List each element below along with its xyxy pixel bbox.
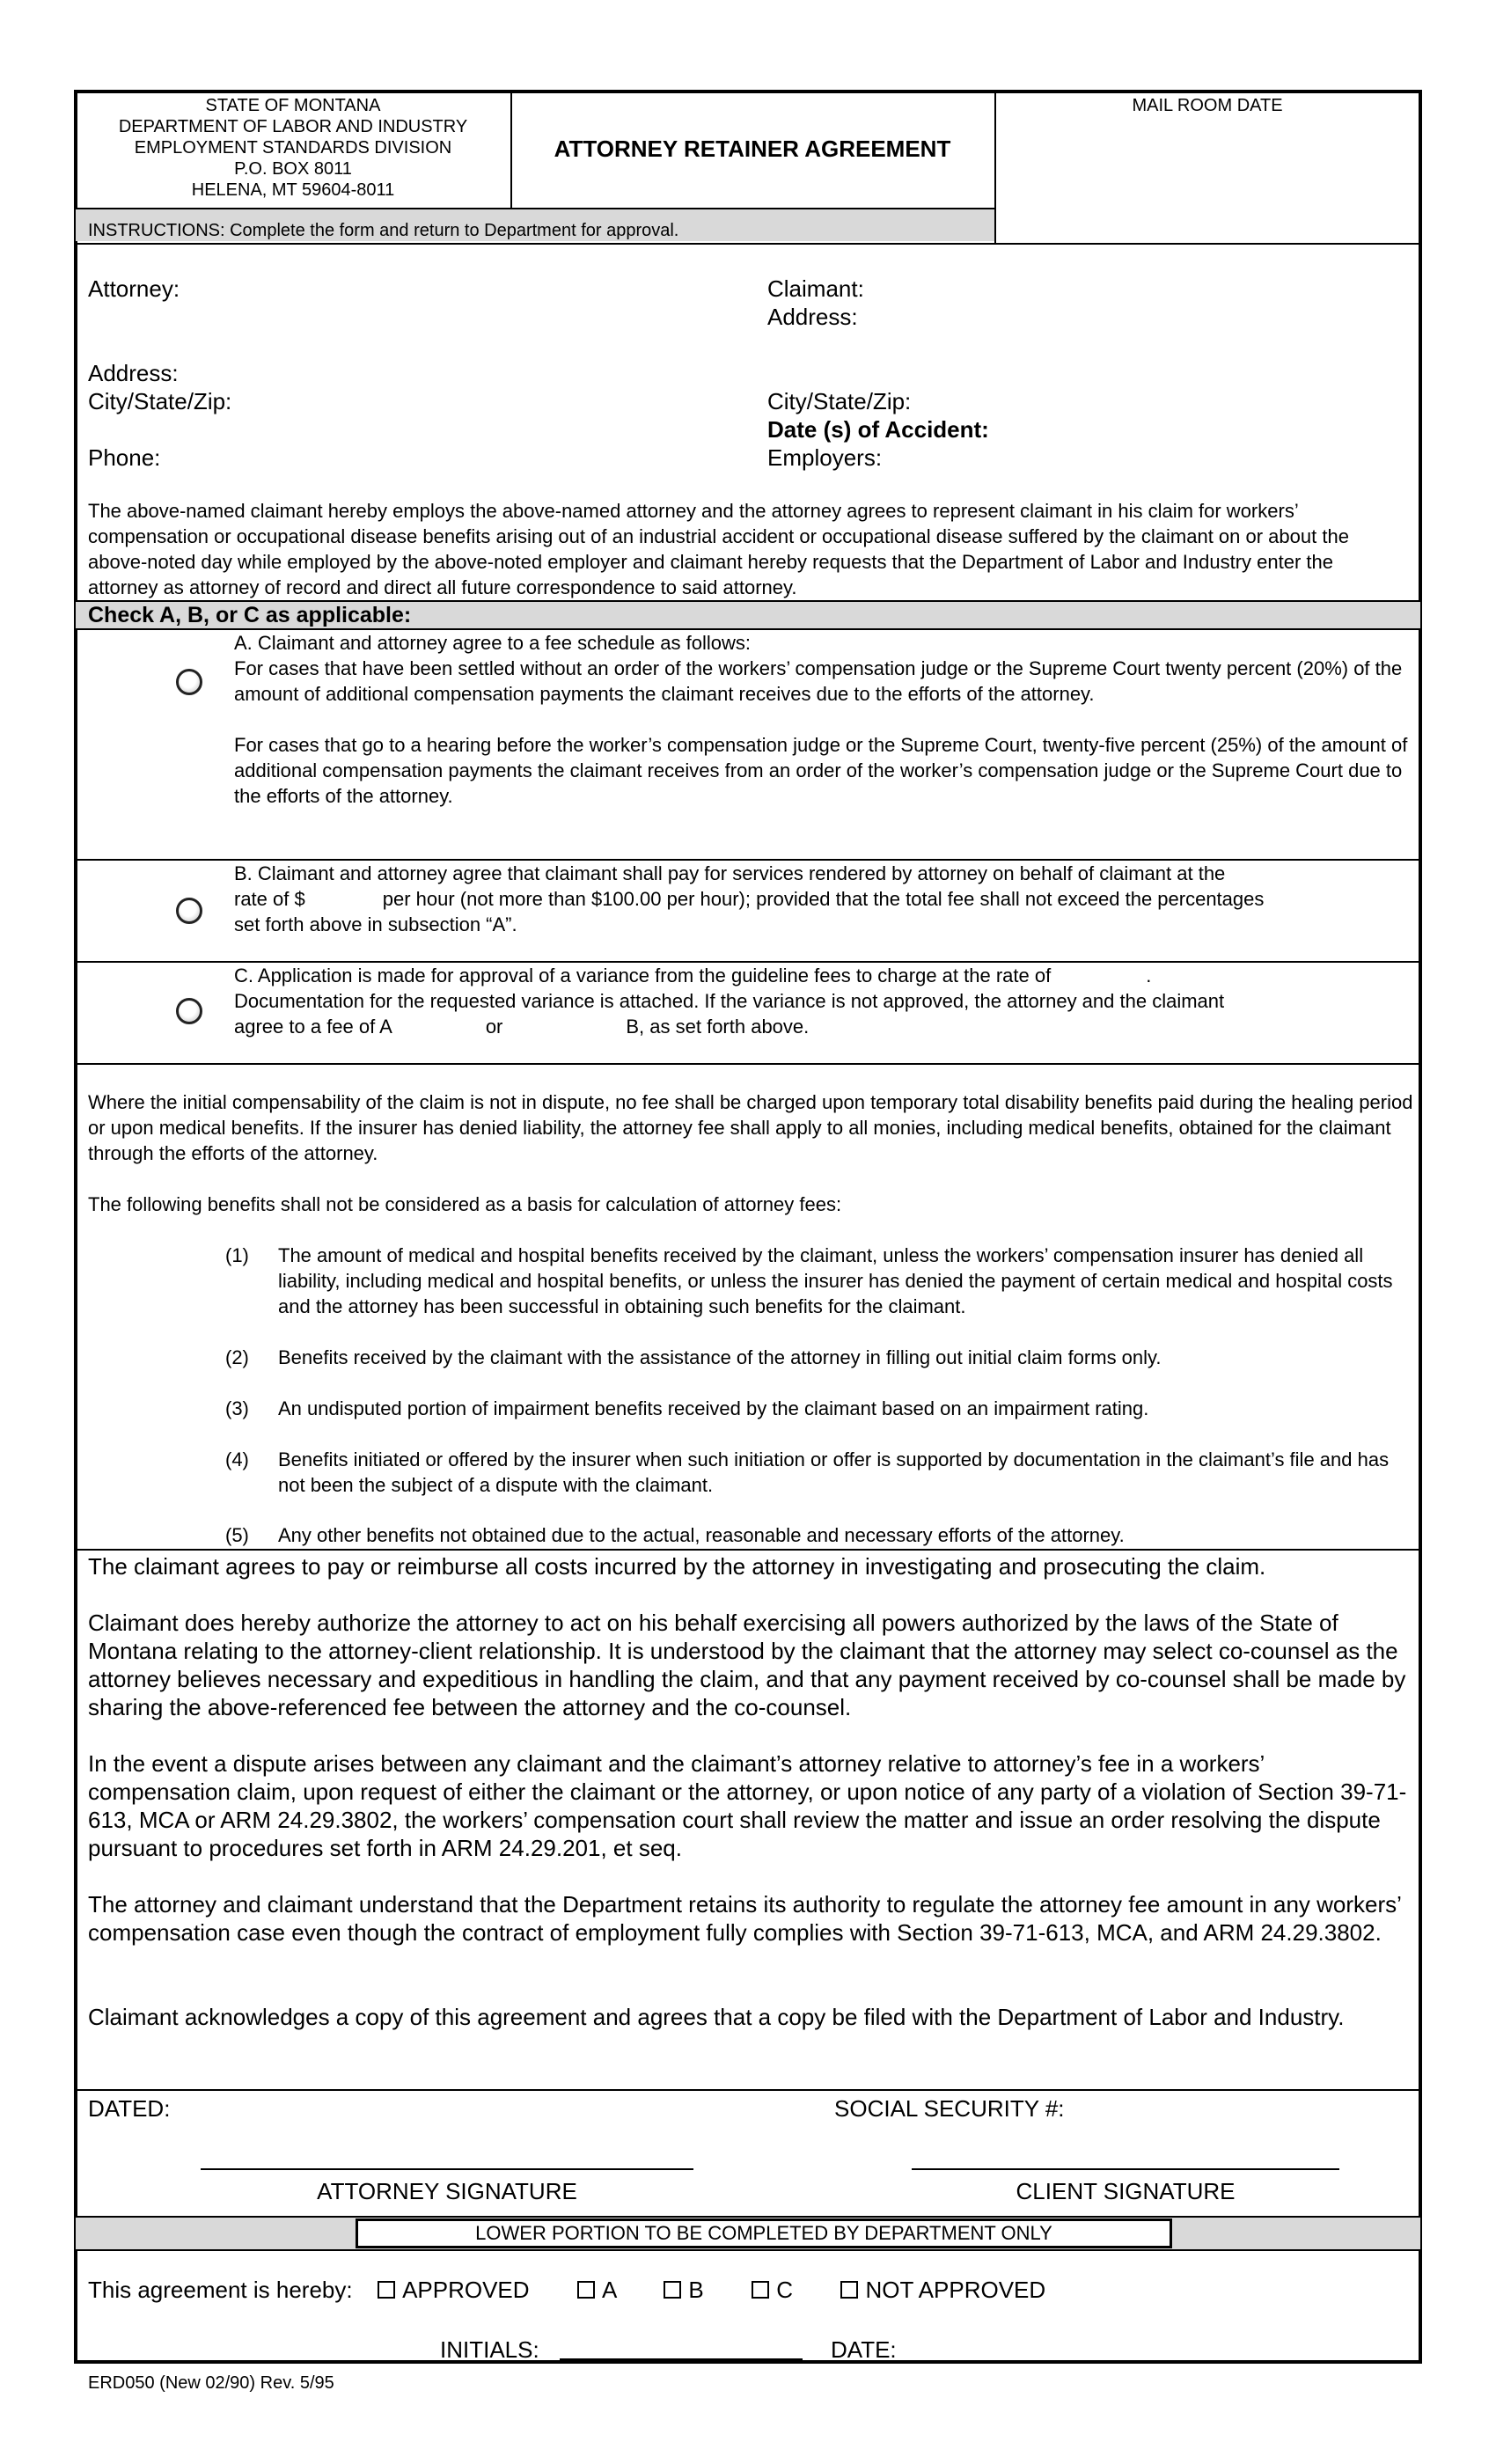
option-c-radio[interactable]	[176, 998, 202, 1024]
agency-line: DEPARTMENT OF LABOR AND INDUSTRY	[118, 117, 468, 136]
attorney-city-label: City/State/Zip:	[88, 388, 232, 414]
option-c-line3	[234, 1014, 1413, 1039]
terms-top-rule	[76, 1549, 1420, 1551]
claimant-city-label: City/State/Zip:	[767, 388, 912, 414]
option-a-text	[234, 630, 1413, 809]
list-item: An undisputed portion of impairment benefits received by the claimant based on an impairment rating.	[278, 1397, 1149, 1419]
accident-date-label: Date (s) of Accident:	[767, 416, 989, 443]
list-item: The amount of medical and hospital benefits received by the claimant, unless the workers’ compensation insurer has denied all liability, including medical and hospital benefits, or unless the insurer has denied the payment of certain medical and hospital costs and the attorney has been successful in obtaining such benefits for the claimant.	[278, 1244, 1393, 1317]
option-b-rate-line	[234, 886, 1413, 912]
department-banner: LOWER PORTION TO BE COMPLETED BY DEPARTMENT ONLY	[356, 2218, 1172, 2248]
client-signature-line[interactable]	[912, 2168, 1339, 2170]
agency-line: P.O. BOX 8011	[234, 159, 352, 179]
claimant-label: Claimant:	[767, 275, 864, 302]
option-c-fee-b: B, as set forth above.	[626, 1016, 810, 1038]
form-title: ATTORNEY RETAINER AGREEMENT	[554, 136, 951, 162]
option-a-hearing: For cases that go to a hearing before the worker’s compensation judge or the Supreme Court, twenty-five percent (25%) of the amount of additional compensation payments the claimant receives from an order of the worker’s compensation judge or the Supreme Court due to the efforts of the attorney.	[234, 734, 1408, 807]
attorney-phone-label: Phone:	[88, 444, 161, 471]
a-checkbox[interactable]	[577, 2281, 595, 2299]
list-item-number: (3)	[225, 1397, 249, 1419]
attorney-signature-line[interactable]	[201, 2168, 693, 2170]
form-number: ERD050 (New 02/90) Rev. 5/95	[88, 2373, 334, 2393]
employers-label: Employers:	[767, 444, 883, 471]
acknowledgment-term: Claimant acknowledges a copy of this agreement and agrees that a copy be filed with the Department of Labor and Industry.	[88, 2004, 1345, 2030]
attorney-address-label: Address:	[88, 360, 179, 386]
b-label: B	[688, 2277, 704, 2303]
list-item-number: (2)	[225, 1346, 249, 1368]
dispute-term: In the event a dispute arises between any claimant and the claimant’s attorney relative to attorney’s fee in a workers’ compensation claim, upon request of either the claimant or the attorney, or upon notice of any party of a violation of Section 39-71-613, MCA or ARM 24.29.3802, the workers’ compensation court shall review the matter and issue an order resolving the dispute pursuant to procedures set forth in ARM 24.29.201, et seq.	[88, 1750, 1407, 1861]
list-item: Any other benefits not obtained due to the actual, reasonable and necessary efforts of the attorney.	[278, 1524, 1125, 1546]
approved-label: APPROVED	[402, 2277, 530, 2303]
signature-top-rule	[76, 2089, 1420, 2091]
mail-room-date-label: MAIL ROOM DATE	[1132, 96, 1283, 115]
c-checkbox[interactable]	[752, 2281, 769, 2299]
costs-term: The claimant agrees to pay or reimburse all costs incurred by the attorney in investigating and prosecuting the claim.	[88, 1553, 1266, 1580]
option-b-rate-prefix: rate of $	[234, 888, 305, 910]
option-c-line2: Documentation for the requested variance is attached. If the variance is not approved, the attorney and the claimant	[234, 990, 1225, 1012]
initials-label: INITIALS:	[440, 2336, 539, 2363]
initials-line[interactable]	[560, 2358, 803, 2360]
agency-line: HELENA, MT 59604-8011	[191, 180, 395, 200]
list-item-number: (4)	[225, 1448, 249, 1470]
date-label: DATE:	[831, 2336, 897, 2363]
option-a-settled: For cases that have been settled without an order of the workers’ compensation judge or the Supreme Court twenty percent (20%) of the amount of additional compensation payments the claimant receives due to the efforts of the attorney.	[234, 657, 1403, 705]
option-b-line1: B. Claimant and attorney agree that claimant shall pay for services rendered by attorney on behalf of claimant at the	[234, 862, 1226, 884]
instructions-text: INSTRUCTIONS: Complete the form and return to Department for approval.	[88, 221, 679, 240]
option-a-lead: A. Claimant and attorney agree to a fee schedule as follows:	[234, 632, 752, 654]
intro-paragraph: The above-named claimant hereby employs the above-named attorney and the attorney agrees to represent claimant in his claim for workers’ compensation or occupational disease benefits arising out of an industrial accident or occupational disease suffered by the claimant on or about the above-noted day while employed by the above-noted employer and claimant hereby requests that the Department of Labor and Industry enter the attorney as attorney of record and direct all future correspondence to said attorney.	[88, 500, 1349, 598]
option-c-line1	[234, 963, 1413, 988]
option-b-text	[234, 861, 1413, 937]
approval-prompt: This agreement is hereby:	[88, 2277, 353, 2303]
ssn-label: SOCIAL SECURITY #:	[834, 2095, 1065, 2122]
option-c-fee-a: agree to a fee of A	[234, 1016, 392, 1038]
option-b-radio[interactable]	[176, 898, 202, 924]
compensability-paragraph: Where the initial compensability of the claim is not in dispute, no fee shall be charged upon temporary total disability benefits paid during the healing period or upon medical benefits. If the insurer has denied liability, the attorney fee shall apply to all monies, including medical benefits, obtained for the claimant through the efforts of the attorney.	[88, 1091, 1413, 1164]
option-a-radio[interactable]	[176, 669, 202, 695]
approval-row	[88, 2276, 1045, 2304]
option-c-text	[234, 963, 1413, 1039]
agency-line: EMPLOYMENT STANDARDS DIVISION	[134, 138, 452, 158]
not-approved-checkbox[interactable]	[840, 2281, 858, 2299]
list-item-number: (1)	[225, 1244, 249, 1266]
option-c-rule	[76, 1063, 1420, 1065]
option-c-line1-end: .	[1146, 964, 1152, 986]
excluded-benefits-intro: The following benefits shall not be considered as a basis for calculation of attorney fees:	[88, 1193, 842, 1215]
header-bottom-rule	[76, 243, 1420, 245]
option-c-line1-text: C. Application is made for approval of a variance from the guideline fees to charge at the rate of	[234, 964, 1052, 986]
approved-checkbox[interactable]	[378, 2281, 395, 2299]
list-item-number: (5)	[225, 1524, 249, 1546]
not-approved-label: NOT APPROVED	[865, 2277, 1046, 2303]
option-b-line3: set forth above in subsection “A”.	[234, 913, 517, 935]
agency-line: STATE OF MONTANA	[205, 96, 381, 115]
list-item: Benefits initiated or offered by the insurer when such initiation or offer is supported by documentation in the claimant’s file and has not been the subject of a dispute with the claimant.	[278, 1448, 1390, 1496]
dated-label: DATED:	[88, 2095, 171, 2122]
b-checkbox[interactable]	[664, 2281, 681, 2299]
attorney-label: Attorney:	[88, 275, 180, 302]
agency-block	[77, 95, 509, 201]
claimant-address-label: Address:	[767, 304, 858, 330]
check-heading: Check A, B, or C as applicable:	[88, 603, 412, 627]
c-label: C	[776, 2277, 794, 2303]
authorization-term: Claimant does hereby authorize the attorney to act on his behalf exercising all powers authorized by the laws of the State of Montana relating to the attorney-client relationship. It is understood by the claimant that the attorney may select co-counsel as the attorney believes necessary and expeditious in handling the claim, and that any payment received by co-counsel shall be made by sharing the above-referenced fee between the attorney and the co-counsel.	[88, 1610, 1406, 1720]
a-label: A	[602, 2277, 616, 2303]
attorney-signature-label: ATTORNEY SIGNATURE	[317, 2178, 577, 2204]
option-b-rate-suffix: per hour (not more than $100.00 per hour); provided that the total fee shall not exceed the percentages	[382, 888, 1265, 910]
option-c-or: or	[485, 1016, 503, 1038]
client-signature-label: CLIENT SIGNATURE	[1016, 2178, 1236, 2204]
department-authority-term: The attorney and claimant understand that the Department retains its authority to regulate the attorney fee amount in any workers’ compensation case even though the contract of employment fully complies with Section 39-71-613, MCA, and ARM 24.29.3802.	[88, 1891, 1401, 1946]
list-item: Benefits received by the claimant with the assistance of the attorney in filling out initial claim forms only.	[278, 1346, 1162, 1368]
